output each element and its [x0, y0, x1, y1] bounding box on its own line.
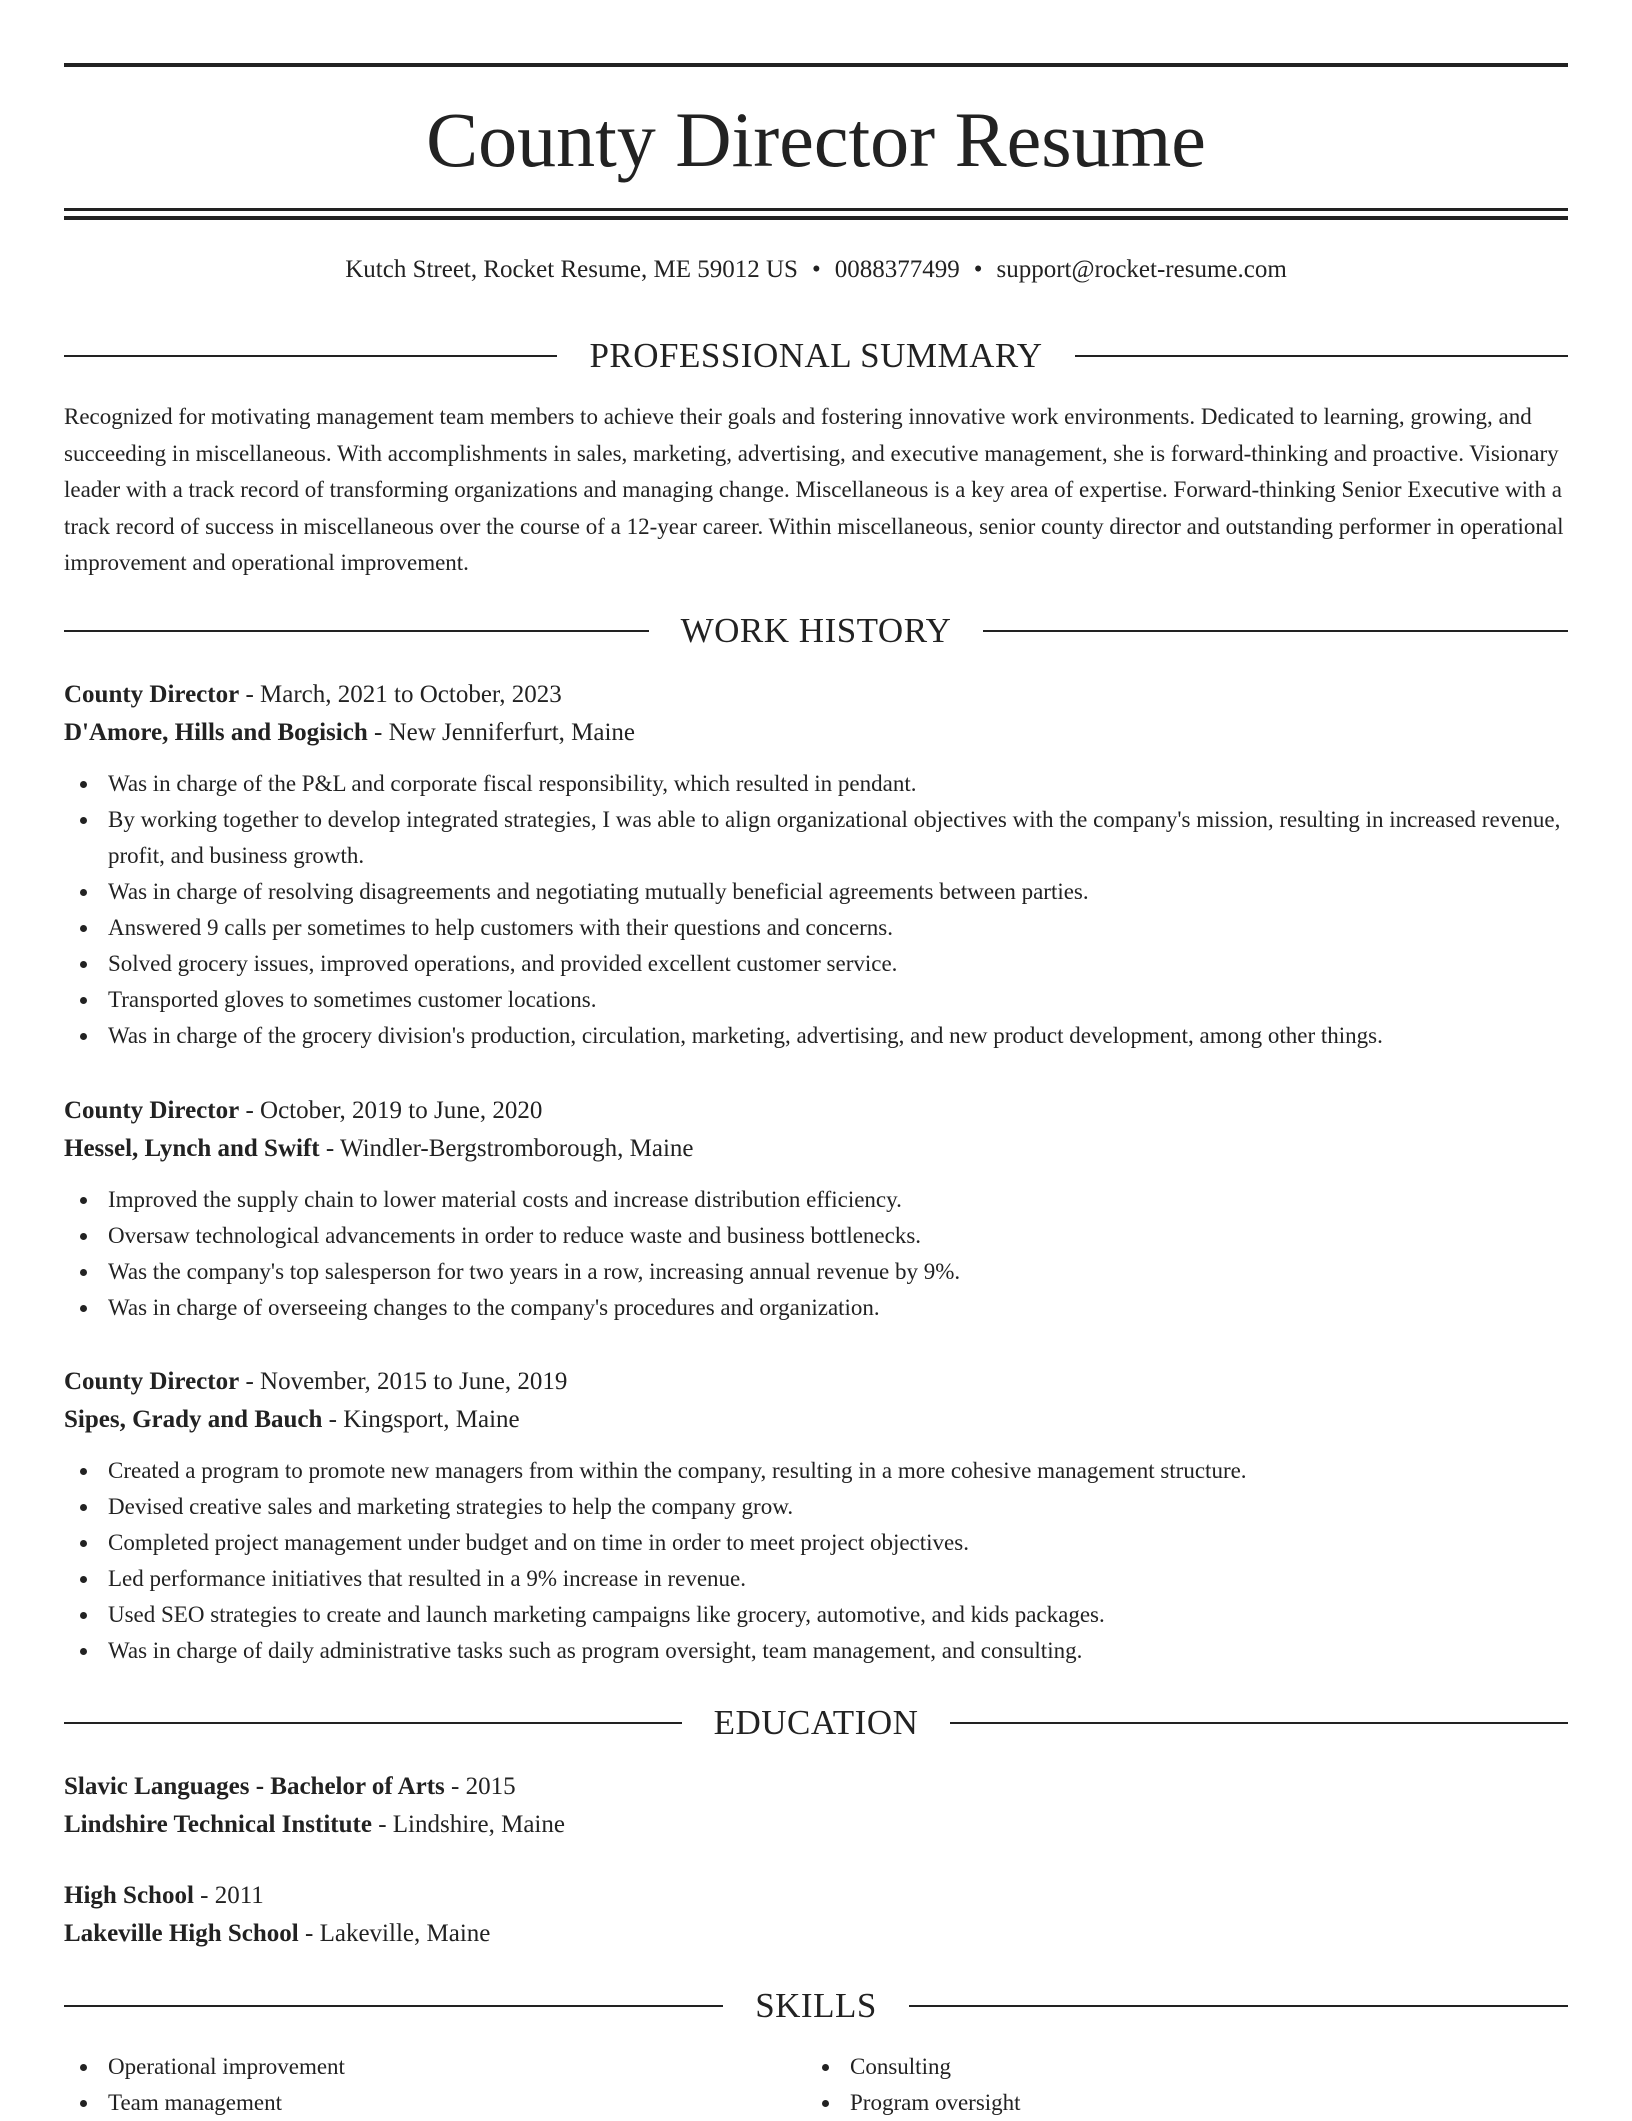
- job-location: - Kingsport, Maine: [322, 1406, 520, 1433]
- job-bullet: Devised creative sales and marketing strategies to help the company grow.: [64, 1489, 1568, 1525]
- title-double-rule: [64, 208, 1568, 220]
- page-title: County Director Resume: [426, 96, 1206, 183]
- skill-item: Team management: [64, 2085, 806, 2121]
- job-title: County Director: [64, 681, 240, 708]
- contact-line: [64, 252, 1568, 288]
- education-year: - 2015: [444, 1773, 516, 1800]
- job-bullet-list: [64, 1453, 1568, 1669]
- education-entry: [64, 1877, 1568, 1953]
- education-degree-line: [64, 1768, 1568, 1806]
- education-degree: High School: [64, 1882, 194, 1909]
- job-bullet: Answered 9 calls per sometimes to help customers with their questions and concerns.: [64, 910, 1568, 946]
- education-school-line: [64, 1806, 1568, 1844]
- section-heading-label: EDUCATION: [713, 1703, 919, 1742]
- job-bullet: By working together to develop integrated strategies, I was able to align organizational objectives with the company's mission, resulting in increased revenue, profit, and business growth.: [64, 802, 1568, 874]
- job-company: Hessel, Lynch and Swift: [64, 1135, 320, 1162]
- job-company-line: [64, 714, 1568, 752]
- job-bullet: Was in charge of resolving disagreements and negotiating mutually beneficial agreements between parties.: [64, 874, 1568, 910]
- education-entry: [64, 1768, 1568, 1844]
- job-entry: [64, 1363, 1568, 1669]
- job-dates: - November, 2015 to June, 2019: [239, 1368, 568, 1395]
- summary-text: Recognized for motivating management team members to achieve their goals and fostering innovative work environments. Dedicated to learning, growing, and succeeding in miscellaneous. With accomplishments in sales, marketing, advertising, and executive management, she is forward-thinking and proactive. Visionary leader with a track record of transforming organizations and managing change. Miscellaneous is a key area of expertise. Forward-thinking Senior Executive with a track record of success in miscellaneous over the course of a 12-year career. Within miscellaneous, senior county director and outstanding performer in operational improvement and operational improvement.: [64, 404, 1564, 575]
- contact-separator: •: [811, 256, 821, 283]
- job-title-line: [64, 1363, 1568, 1401]
- job-bullet: Was in charge of overseeing changes to the company's procedures and organization.: [64, 1290, 1568, 1326]
- education-school: Lakeville High School: [64, 1920, 299, 1947]
- section-heading-label: SKILLS: [755, 1986, 877, 2025]
- job-bullet-list: [64, 1182, 1568, 1326]
- skills-column-right: [806, 2049, 1548, 2121]
- section-heading-work-history: [64, 609, 1568, 653]
- job-bullet: Was the company's top salesperson for two years in a row, increasing annual revenue by 9%.: [64, 1254, 1568, 1290]
- job-company: Sipes, Grady and Bauch: [64, 1406, 323, 1433]
- job-dates: - March, 2021 to October, 2023: [239, 681, 562, 708]
- contact-address: Kutch Street, Rocket Resume, ME 59012 US: [345, 256, 798, 283]
- job-company-line: [64, 1401, 1568, 1439]
- job-dates: - October, 2019 to June, 2020: [239, 1097, 543, 1124]
- education-school-line: [64, 1915, 1568, 1953]
- section-heading-label: WORK HISTORY: [680, 611, 952, 650]
- job-bullet: Oversaw technological advancements in order to reduce waste and business bottlenecks.: [64, 1218, 1568, 1254]
- job-entry: [64, 676, 1568, 1054]
- job-bullet: Led performance initiatives that resulted in a 9% increase in revenue.: [64, 1561, 1568, 1597]
- contact-email: support@rocket-resume.com: [996, 256, 1287, 283]
- job-bullet: Transported gloves to sometimes customer locations.: [64, 982, 1568, 1018]
- job-company-line: [64, 1130, 1568, 1168]
- job-title: County Director: [64, 1097, 240, 1124]
- education-school: Lindshire Technical Institute: [64, 1811, 372, 1838]
- job-bullet: Was in charge of the grocery division's production, circulation, marketing, advertising, and new product development, among other things.: [64, 1018, 1568, 1054]
- section-heading-summary: [64, 334, 1568, 378]
- section-heading-education: [64, 1701, 1568, 1745]
- job-bullet-list: [64, 766, 1568, 1054]
- education-year: - 2011: [193, 1882, 264, 1909]
- skill-item: Consulting: [806, 2049, 1548, 2085]
- job-location: - Windler-Bergstromborough, Maine: [319, 1135, 694, 1162]
- top-rule: [64, 63, 1568, 67]
- job-title: County Director: [64, 1368, 240, 1395]
- job-location: - New Jenniferfurt, Maine: [367, 719, 636, 746]
- job-title-line: [64, 1092, 1568, 1130]
- job-bullet: Solved grocery issues, improved operations, and provided excellent customer service.: [64, 946, 1568, 982]
- skill-item: Operational improvement: [64, 2049, 806, 2085]
- education-degree: Slavic Languages - Bachelor of Arts: [64, 1773, 445, 1800]
- skills-list: [64, 2049, 1568, 2121]
- job-title-line: [64, 676, 1568, 714]
- education-location: - Lindshire, Maine: [371, 1811, 565, 1838]
- job-company: D'Amore, Hills and Bogisich: [64, 719, 368, 746]
- job-bullet: Was in charge of the P&L and corporate fiscal responsibility, which resulted in pendant.: [64, 766, 1568, 802]
- section-heading-label: PROFESSIONAL SUMMARY: [589, 336, 1043, 375]
- skills-column-left: [64, 2049, 806, 2121]
- skill-item: Program oversight: [806, 2085, 1548, 2121]
- job-entry: [64, 1092, 1568, 1326]
- contact-phone: 0088377499: [834, 256, 960, 283]
- job-bullet: Improved the supply chain to lower material costs and increase distribution efficiency.: [64, 1182, 1568, 1218]
- job-bullet: Completed project management under budget and on time in order to meet project objectives.: [64, 1525, 1568, 1561]
- job-bullet: Used SEO strategies to create and launch marketing campaigns like grocery, automotive, and kids packages.: [64, 1597, 1568, 1633]
- section-heading-skills: [64, 1984, 1568, 2028]
- job-bullet: Created a program to promote new managers from within the company, resulting in a more cohesive management structure.: [64, 1453, 1568, 1489]
- job-bullet: Was in charge of daily administrative tasks such as program oversight, team management, and consulting.: [64, 1633, 1568, 1669]
- education-degree-line: [64, 1877, 1568, 1915]
- contact-separator: •: [973, 256, 983, 283]
- education-location: - Lakeville, Maine: [298, 1920, 491, 1947]
